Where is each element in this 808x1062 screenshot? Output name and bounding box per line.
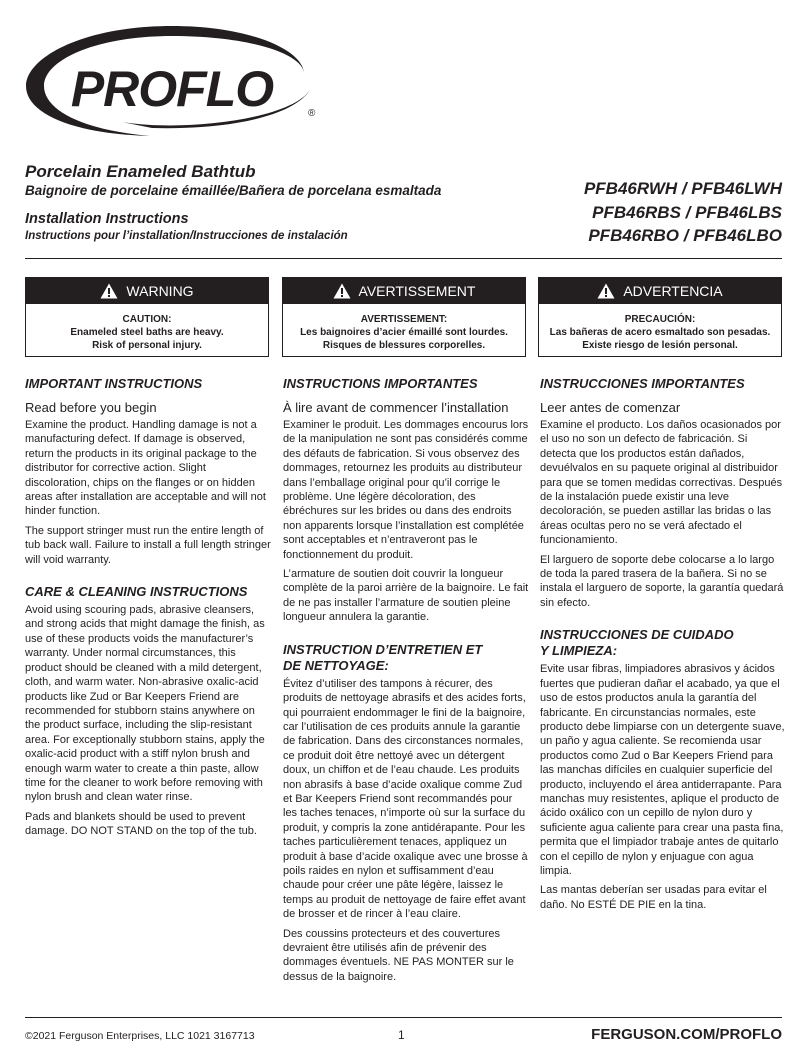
- warning-label: ADVERTENCIA: [623, 283, 723, 299]
- header-divider: [25, 258, 782, 259]
- warning-triangle-icon: [597, 283, 615, 299]
- proflo-logo-graphic: [22, 20, 322, 140]
- warning-box-fr: [282, 277, 526, 357]
- warning-line: Risk of personal injury.: [92, 340, 202, 351]
- section-subheading: À lire avant de commencer l’installation: [283, 400, 509, 415]
- installation-title-translated: Instructions pour l’installation/Instrucciones de instalación: [25, 230, 348, 242]
- warning-body: [26, 304, 268, 352]
- section-heading: CARE & CLEANING INSTRUCTIONS: [25, 584, 248, 600]
- warning-line: Les baignoires d’acier émaillé sont lourdes.: [300, 327, 508, 338]
- column-french: [283, 376, 529, 989]
- warning-header: [539, 278, 781, 304]
- warning-line: Risques de blessures corporelles.: [322, 340, 486, 351]
- section-heading: [540, 627, 786, 659]
- section-heading: INSTRUCCIONES IMPORTANTES: [540, 376, 745, 391]
- product-title-translated: Baignoire de porcelaine émaillée/Bañera de porcelana esmaltada: [25, 183, 442, 198]
- column-english: [25, 376, 271, 844]
- heading-line: INSTRUCCIONES DE CUIDADO: [540, 627, 734, 643]
- warning-line: Existe riesgo de lesión personal.: [582, 340, 738, 351]
- warning-header: [26, 278, 268, 304]
- paragraph: The support stringer must run the entire length of tub back wall. Failure to install a full length stringer will void warranty.: [25, 524, 271, 566]
- heading-line: DE NETTOYAGE:: [283, 657, 389, 673]
- svg-text:®: ®: [308, 108, 316, 119]
- warning-body: [539, 304, 781, 352]
- proflo-logo: [22, 20, 322, 140]
- warning-header: [283, 278, 525, 304]
- svg-text:PROFLO: PROFLO: [70, 61, 274, 117]
- paragraph: L’armature de soutien doit couvrir la longueur complète de la paroi arrière de la baignoire. Le fait de ne pas installer l’armature de soutien pleine longueur annulera la garantie.: [283, 568, 529, 624]
- heading-line: Y LIMPIEZA:: [540, 643, 618, 659]
- warning-line: PRECAUCIÓN:: [624, 314, 696, 325]
- warning-line: CAUTION:: [122, 314, 172, 325]
- model-line: PFB46RBO / PFB46LBO: [588, 226, 782, 245]
- warning-body: [283, 304, 525, 352]
- column-spanish: [540, 376, 786, 917]
- warning-line: Enameled steel baths are heavy.: [70, 327, 224, 338]
- warning-line: AVERTISSEMENT:: [360, 314, 448, 325]
- paragraph: Las mantas deberían ser usadas para evitar el daño. No ESTÉ DE PIE en la tina.: [540, 884, 767, 911]
- warning-triangle-icon: [100, 283, 118, 299]
- warning-line: Las bañeras de acero esmaltado son pesadas.: [549, 327, 771, 338]
- section-subheading: Read before you begin: [25, 400, 157, 415]
- section-heading: IMPORTANT INSTRUCTIONS: [25, 376, 203, 391]
- warning-box-es: [538, 277, 782, 357]
- title-block: [25, 162, 505, 244]
- copyright: ©2021 Ferguson Enterprises, LLC 1021 3167713: [25, 1030, 255, 1042]
- paragraph: Avoid using scouring pads, abrasive cleansers, and strong acids that might damage the finish, as use of these products voids the manufacturer’s warranty. Under normal circumstances, this product should be cleaned with a mild detergent, cloth, and warm water. Non-abrasive oxalic-acid products like Zud or Bar Keepers Friend are recommended for stubborn stains anywhere on the product surface, including the slip-resistant area. For exceptionally stubborn stains, apply the oxalic-acid product with a stiff nylon brush and enough warm water to create a thin paste, allow time for the cleaner to work before removing with nylon brush and clean water rinse.: [25, 604, 265, 804]
- paragraph: Évitez d’utiliser des tampons à récurer, des produits de nettoyage abrasifs et des acides forts, qui pourraient endommager le fini de la baignoire, car l’utilisation de ces produits annule la garantie de fabrication. Dans des circonstances normales, ce produit doit être nettoyé avec un détergent doux, un chiffon et de l’eau chaude. Les produits non abrasifs à base d’acide oxalique comme Zud et Bar Keepers Friend sont recommandés pour les taches tenaces, n’importe où sur la surface du produit, y compris la zone antidérapante. Pour les taches particulièrement tenaces, appliquez un produit à base d’acide oxalique avec une brosse à poils raides en nylon et suffisamment d’eau chaude pour créer une pâte légère, laissez le temps au produit de nettoyage de faire effet avant de brosser et de rincer à l’eau claire.: [283, 677, 528, 921]
- paragraph: Examiner le produit. Les dommages encourus lors de la manipulation ne sont pas considérés comme des défauts de fabrication. Si vous observez des dommages, retournez les produits au distributeur dans l’emballage original pour qu’il corrige le problème. Une légère décoloration, des ébréchures sur les brides ou dans des endroits non apparents lorsque l’installation est complétée sont acceptables et n’entraveront pas le fonctionnement du produit.: [283, 419, 529, 561]
- section-subheading: Leer antes de comenzar: [540, 400, 681, 415]
- heading-line: INSTRUCTION D’ENTRETIEN ET: [283, 641, 483, 657]
- paragraph: Evite usar fibras, limpiadores abrasivos y ácidos fuertes que pudieran dañar el acabado, ya que el uso de estos productos anula la garantía del fabricante. En circunstancias normales, este producto debe limpiarse con un detergente suave, un paño y agua caliente. Se recomienda usar productos como Zud o Bar Keepers Friend para las manchas difíciles en cualquier superficie del producto, incluyendo el área antiderrapante. Para manchas muy resistentes, aplique el producto de ácido oxálico con un cepillo de nylon duro y suficiente agua caliente para crear una pasta fina, permita que el limpiador trabaje antes de quitarlo con el cepillo de nylon y enjuague con agua limpia.: [540, 663, 785, 877]
- paragraph: El larguero de soporte debe colocarse a lo largo de toda la pared trasera de la bañera. Si no se instala el larguero de soporte, la garantía quedará sin efecto.: [540, 553, 784, 609]
- section-heading: [283, 642, 529, 674]
- warning-triangle-icon: [333, 283, 351, 299]
- paragraph: Pads and blankets should be used to prevent damage. DO NOT STAND on the top of the tub.: [25, 810, 257, 838]
- model-line: PFB46RBS / PFB46LBS: [592, 202, 782, 222]
- paragraph: Des coussins protecteurs et des couvertures devraient être utilisés afin de prévenir des dommages éventuels. NE PAS MONTER sur le dessus de la baignoire.: [283, 927, 514, 983]
- section-heading: INSTRUCTIONS IMPORTANTES: [283, 376, 478, 391]
- warning-label: WARNING: [126, 283, 194, 299]
- model-line: PFB46RWH / PFB46LWH: [583, 179, 782, 198]
- paragraph: Examine el producto. Los daños ocasionados por el uso no son un defecto de fabricación. Si detecta que los productos están dañados, devuélvalos en su paquete original al distribuidor para que se tomen medidas correctivas. Después de la instalación puede existir una leve decoloración, se pueden astillar las bridas o las áreas ocultas pero no se verá afectado el funcionamiento.: [540, 419, 783, 547]
- installation-title: Installation Instructions: [25, 211, 189, 227]
- warning-label: AVERTISSEMENT: [358, 283, 476, 299]
- website-link[interactable]: FERGUSON.COM/PROFLO: [591, 1026, 782, 1043]
- product-title: Porcelain Enameled Bathtub: [25, 162, 256, 181]
- page-number: 1: [398, 1028, 405, 1042]
- footer-divider: [25, 1017, 782, 1018]
- warning-box-en: [25, 277, 269, 357]
- paragraph: Examine the product. Handling damage is not a manufacturing defect. If damage is observed, return the products in its original package to the distributor for corrective action. Slight discoloration, chips on the flanges or on hidden areas after installation are acceptable and will not hinder function.: [25, 419, 266, 518]
- model-numbers: [584, 177, 782, 248]
